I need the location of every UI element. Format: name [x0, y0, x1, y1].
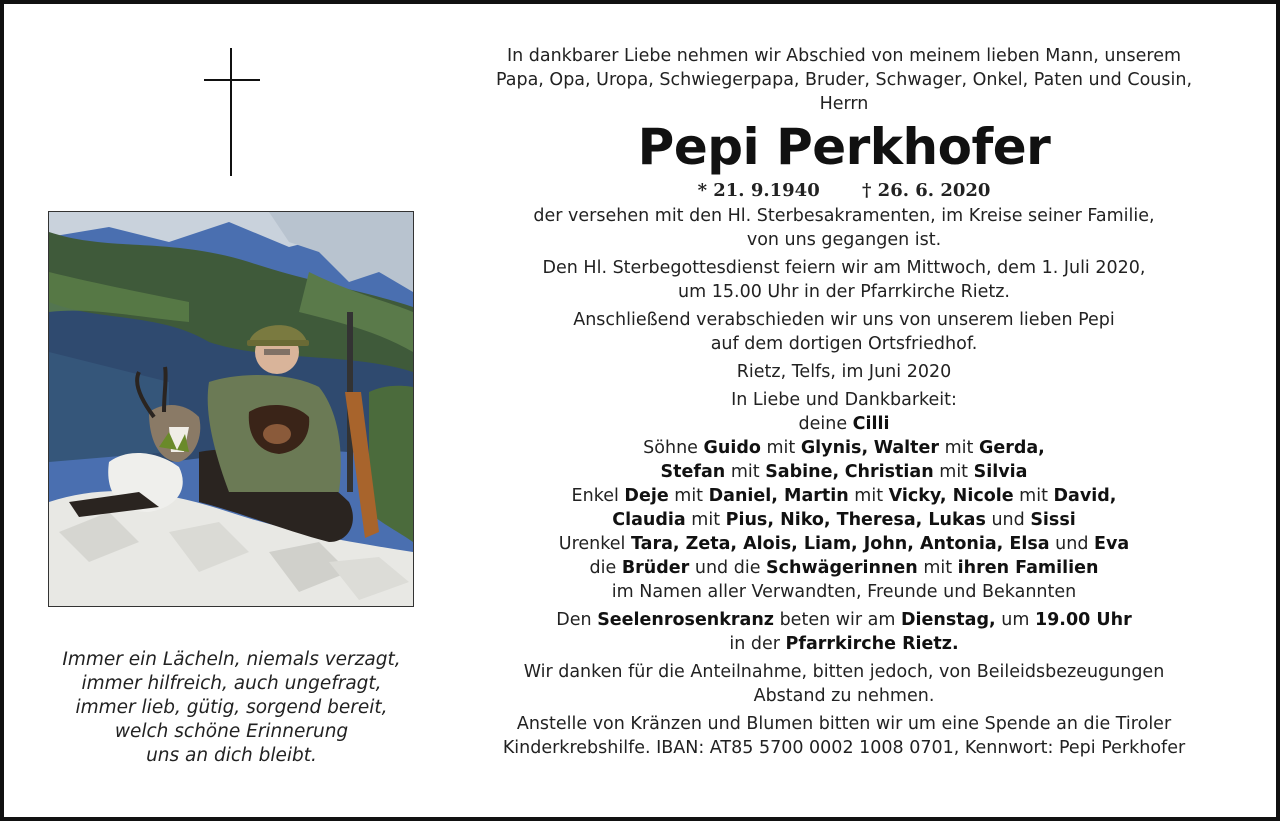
intro-line: Papa, Opa, Uropa, Schwiegerpapa, Bruder, Schwager, Onkel, Paten und Cousin, [495, 70, 1193, 90]
poem-line: immer hilfreich, auch ungefragt, [81, 673, 382, 694]
mourner-relatives: im Namen aller Verwandten, Freunde und Bekannten [611, 582, 1077, 602]
farewell-line: Anschließend verabschieden wir uns von unserem lieben Pepi [573, 310, 1115, 330]
poem-line: Immer ein Lächeln, niemals verzagt, [62, 649, 401, 670]
farewell-line: auf dem dortigen Ortsfriedhof. [710, 334, 978, 354]
intro-line: Herrn [819, 94, 869, 114]
cross-icon [204, 48, 260, 176]
mourner-siblings: die Brüder und die Schwägerinnen mit ihren Familien [589, 558, 1099, 578]
mourner-wife: deine Cilli [798, 414, 890, 434]
mourner-great-grandchildren: Urenkel Tara, Zeta, Alois, Liam, John, Antonia, Elsa und Eva [558, 534, 1130, 554]
poem-line: immer lieb, gütig, sorgend bereit, [75, 697, 388, 718]
poem-line: uns an dich bleibt. [146, 745, 317, 766]
notice-text [444, 44, 1244, 760]
death-date: † 26. 6. 2020 [862, 180, 991, 201]
place-date: Rietz, Telfs, im Juni 2020 [736, 362, 952, 382]
donation-line: Kinderkrebshilfe. IBAN: AT85 5700 0002 1008 0701, Kennwort: Pepi Perkhofer [502, 738, 1186, 758]
portrait-photo [48, 211, 414, 607]
thanks-line: Abstand zu nehmen. [753, 686, 935, 706]
rosary-line: Den Seelenrosenkranz beten wir am Dienstag, um 19.00 Uhr [556, 610, 1132, 630]
memorial-poem [34, 648, 429, 768]
sacraments-line: von uns gegangen ist. [746, 230, 942, 250]
mourner-sons: Stefan mit Sabine, Christian mit Silvia [660, 462, 1028, 482]
intro-line: In dankbarer Liebe nehmen wir Abschied von meinem lieben Mann, unserem [506, 46, 1182, 66]
sacraments-line: der versehen mit den Hl. Sterbesakramenten, im Kreise seiner Familie, [533, 206, 1155, 226]
mourner-sons: Söhne Guido mit Glynis, Walter mit Gerda, [643, 438, 1045, 458]
poem-line: welch schöne Erinnerung [114, 721, 349, 742]
donation-line: Anstelle von Kränzen und Blumen bitten wir um eine Spende an die Tiroler [516, 714, 1172, 734]
mourners-heading: In Liebe und Dankbarkeit: [731, 390, 957, 410]
thanks-line: Wir danken für die Anteilnahme, bitten jedoch, von Beileidsbezeugungen [523, 662, 1165, 682]
birth-date: * 21. 9.1940 [697, 180, 820, 201]
service-line: Den Hl. Sterbegottesdienst feiern wir am Mittwoch, dem 1. Juli 2020, [542, 258, 1146, 278]
rosary-line: in der Pfarrkirche Rietz. [729, 634, 959, 654]
service-line: um 15.00 Uhr in der Pfarrkirche Rietz. [678, 282, 1010, 302]
deceased-name: Pepi Perkhofer [637, 118, 1051, 176]
life-dates [444, 178, 1244, 204]
mourner-grandchildren: Claudia mit Pius, Niko, Theresa, Lukas und Sissi [612, 510, 1076, 530]
mourner-grandchildren: Enkel Deje mit Daniel, Martin mit Vicky, Nicole mit David, [571, 486, 1117, 506]
